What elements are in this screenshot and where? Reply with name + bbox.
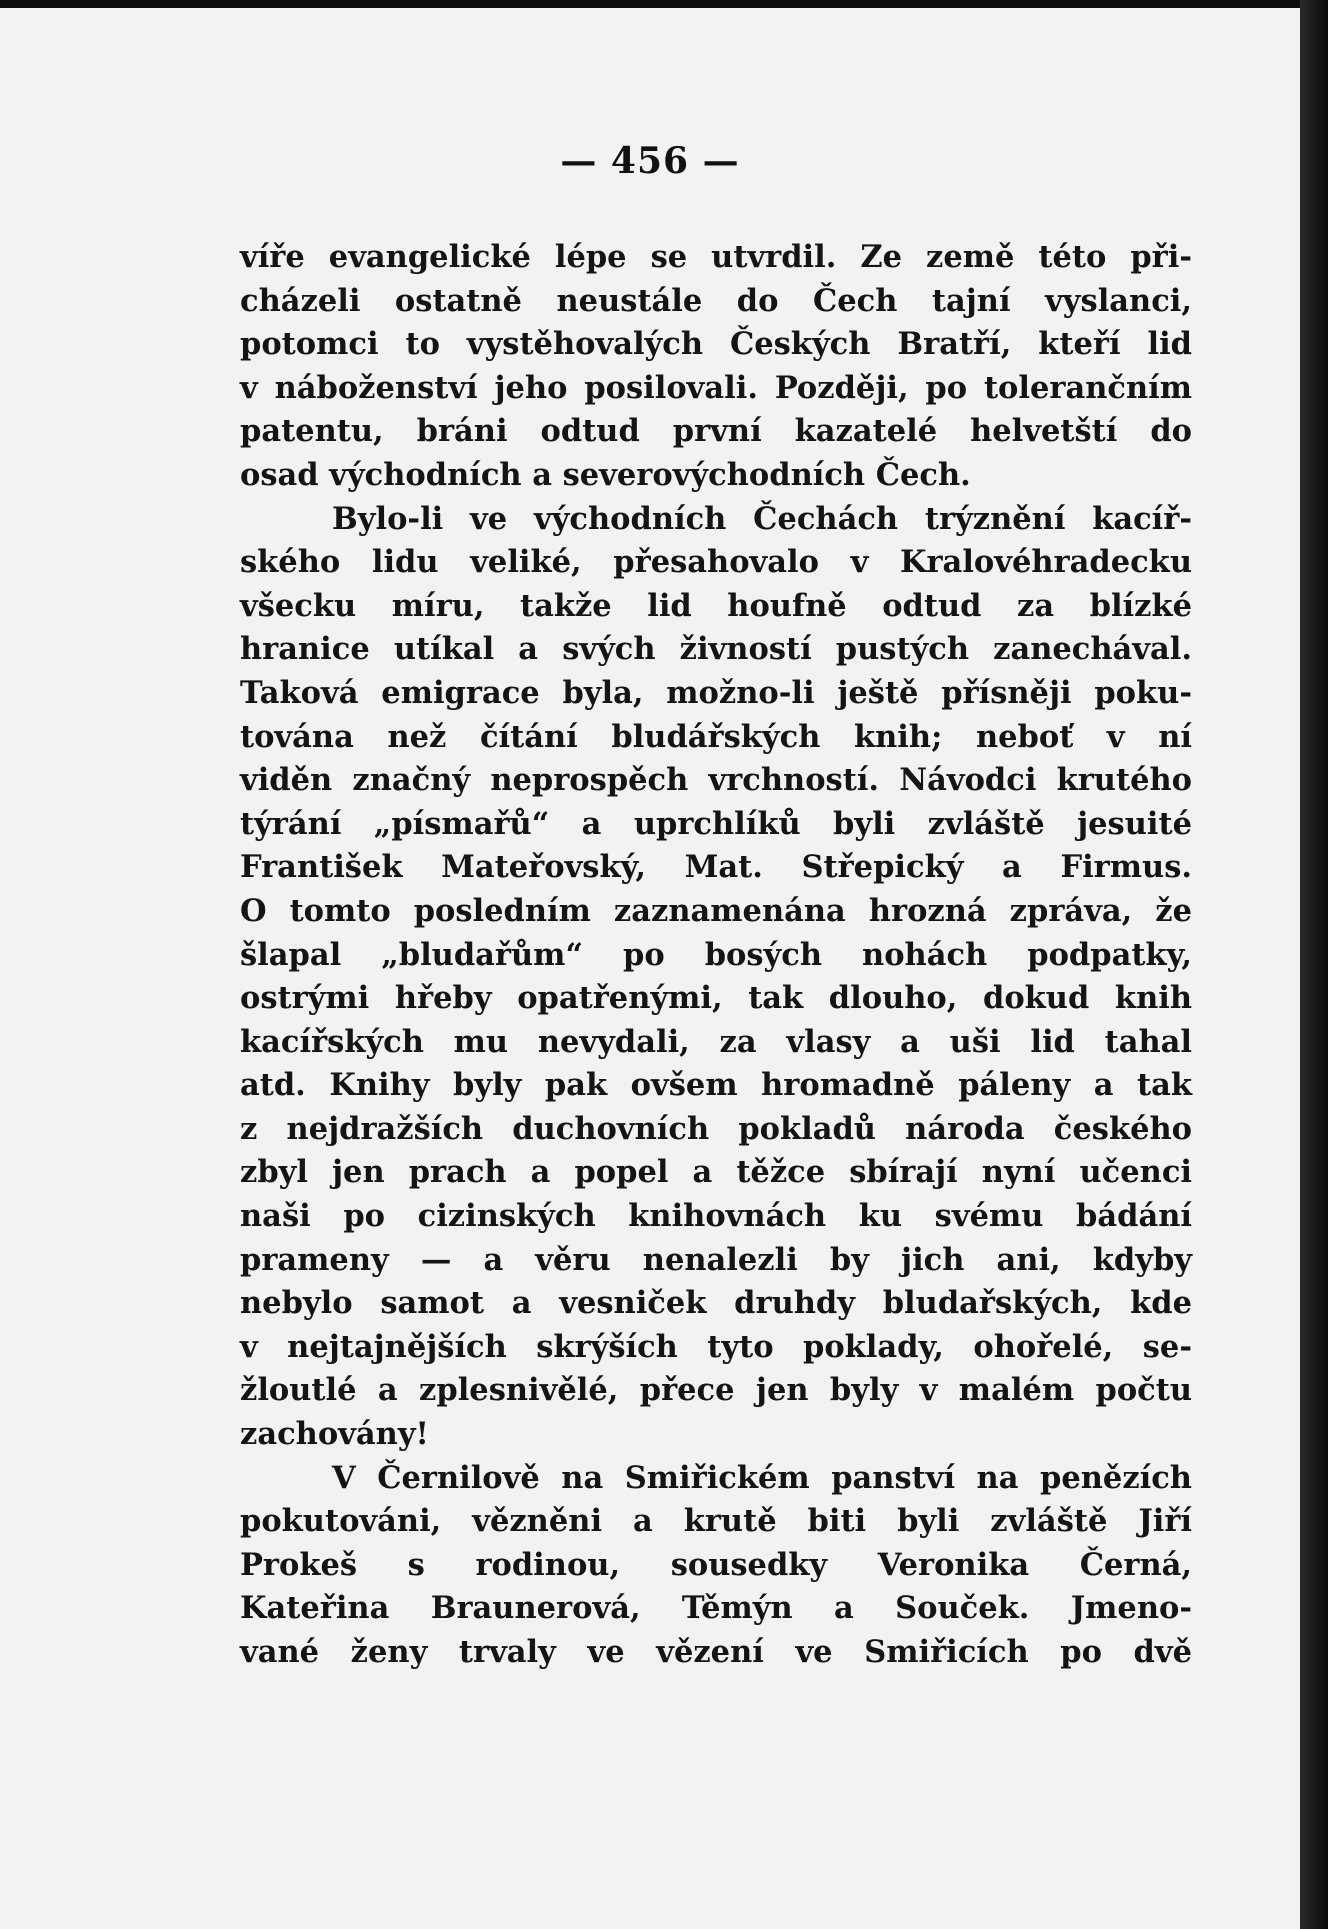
text-line: potomci to vystěhovalých Českých Bratří, kteří lid	[240, 326, 1192, 363]
text-line: V Černilově na Smiřickém panství na penězích	[332, 1459, 1192, 1496]
text-line: O tomto posledním zaznamenána hrozná zpráva, že	[240, 892, 1192, 929]
text-line: prameny — a věru nenalezli by jich ani, kdyby	[240, 1241, 1192, 1278]
text-line: žloutlé a zplesnivělé, přece jen byly v malém počtu	[240, 1372, 1192, 1409]
text-line: hranice utíkal a svých živností pustých zanechával.	[240, 631, 1192, 668]
text-line: všecku míru, takže lid houfně odtud za blízké	[240, 587, 1192, 624]
page-number: — 456 —	[560, 140, 740, 182]
text-line: vané ženy trvaly ve vězení ve Smiřicích po dvě	[240, 1634, 1192, 1670]
text-line: viděn značný neprospěch vrchností. Návodci krutého	[240, 762, 1192, 799]
text-line: ostrými hřeby opatřenými, tak dlouho, dokud knih	[240, 980, 1192, 1017]
text-line: Kateřina Braunerová, Těmýn a Souček. Jmeno-	[240, 1590, 1192, 1627]
text-line: víře evangelické lépe se utvrdil. Ze země této při-	[240, 239, 1192, 275]
text-line: osad východních a severovýchodních Čech.	[240, 456, 971, 493]
body-text	[240, 236, 1192, 1675]
text-line: tována než čítání bludářských knih; neboť v ní	[240, 718, 1192, 755]
text-line: šlapal „bludařům“ po bosých nohách podpatky,	[240, 936, 1192, 973]
text-line: Taková emigrace byla, možno-li ještě přísněji poku-	[240, 674, 1192, 711]
text-line: Prokeš s rodinou, sousedky Veronika Černá,	[240, 1546, 1192, 1583]
text-line: v nejtajnějších skrýších tyto poklady, ohořelé, se-	[240, 1328, 1192, 1365]
text-line: naši po cizinských knihovnách ku svému bádání	[240, 1198, 1192, 1235]
text-line: zbyl jen prach a popel a těžce sbírají nyní učenci	[240, 1154, 1192, 1191]
text-line: cházeli ostatně neustále do Čech tajní vyslanci,	[240, 282, 1192, 319]
scan-border	[1300, 0, 1328, 1929]
text-line: týrání „písmařů“ a uprchlíků byli zvláště jesuité	[240, 805, 1192, 842]
book-page	[0, 8, 1300, 1929]
text-line: v náboženství jeho posilovali. Později, po tolerančním	[240, 369, 1192, 406]
text-line: patentu, bráni odtud první kazatelé helvetští do	[240, 413, 1192, 450]
text-line: František Mateřovský, Mat. Střepický a Firmus.	[240, 849, 1192, 886]
text-line: nebylo samot a vesniček druhdy bludařských, kde	[240, 1285, 1192, 1322]
text-line: pokutováni, vězněni a krutě biti byli zvláště Jiří	[240, 1503, 1192, 1540]
text-line: z nejdražších duchovních pokladů národa českého	[240, 1110, 1192, 1147]
text-line: ského lidu veliké, přesahovalo v Kralovéhradecku	[240, 544, 1192, 581]
text-line: Bylo-li ve východních Čechách trýznění kacíř-	[332, 500, 1192, 537]
text-line: atd. Knihy byly pak ovšem hromadně páleny a tak	[240, 1067, 1192, 1104]
text-line: kacířských mu nevydali, za vlasy a uši lid tahal	[240, 1023, 1192, 1060]
text-line: zachovány!	[240, 1416, 429, 1453]
